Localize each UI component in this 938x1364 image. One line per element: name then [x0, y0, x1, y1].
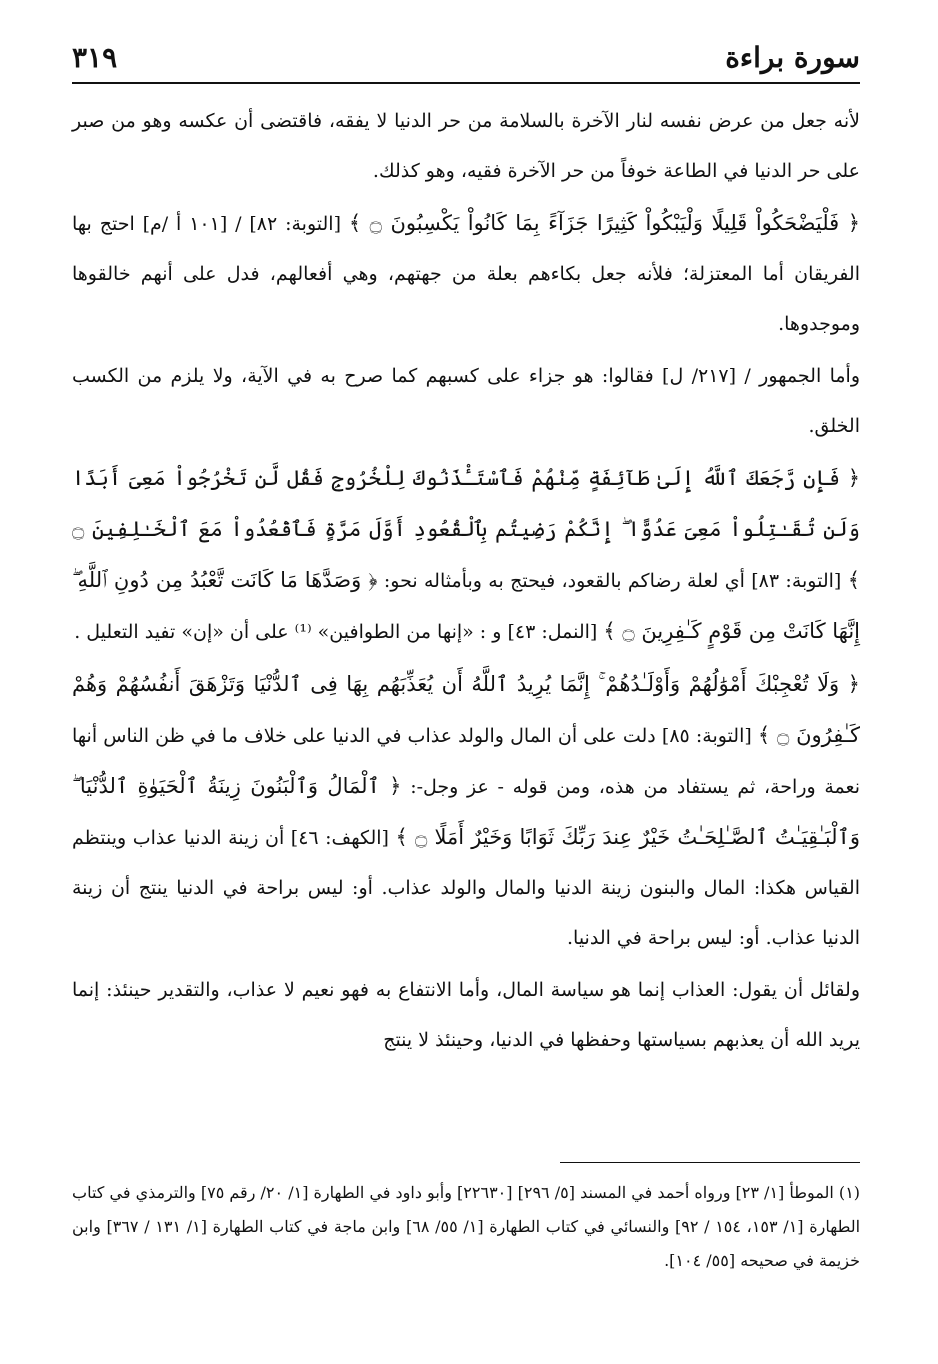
quran-verse: ﴿ فَلْيَضْحَكُواْ قَلِيلًا وَلْيَبْكُواْ كَثِيرًا جَزَآءً بِمَا كَانُواْ يَكْسِبُونَ ۝ ﴾	[348, 211, 860, 235]
footnotes	[72, 1176, 860, 1278]
quran-verse: ﴿ فَإِن رَّجَعَكَ ٱللَّهُ إِلَىٰ طَآئِفَةٍ مِّنْهُمْ فَٱسْتَـْٔذَنُوكَ لِلْخُرُوجِ فَقُل لَّن تَخْرُجُواْ مَعِىَ أَبَدًا وَلَن تُقَـٰتِلُواْ مَعِىَ عَدُوًّا ۖ إِنَّكُمْ رَضِيتُم بِٱلْقُعُودِ أَوَّلَ مَرَّةٍ فَٱقْعُدُواْ مَعَ ٱلْخَـٰلِفِينَ ۝ ﴾	[72, 466, 860, 592]
quran-verse: ﴿ ٱلْمَالُ وَٱلْبَنُونَ زِينَةُ ٱلْحَيَوٰةِ ٱلدُّنْيَا ۖ وَٱلْبَـٰقِيَـٰتُ ٱلصَّـٰلِحَـٰتُ خَيْرٌ عِندَ رَبِّكَ ثَوَابًا وَخَيْرٌ أَمَلًا ۝ ﴾	[72, 774, 861, 849]
book-page	[72, 0, 860, 1364]
footnote-divider	[560, 1162, 860, 1163]
footnote-1: (١) الموطأ [١/ ٢٣] ورواه أحمد في المسند [٥/ ٢٩٦] [٢٢٦٣٠] وأبو داود في الطهارة [١/ ٢٠/ رقم ٧٥] والترمذي في كتاب الطهارة [١/ ١٥٣، ١٥٤ / ٩٢] والنسائي في كتاب الطهارة [١/ ٥٥/ ٦٨] وابن ماجة في كتاب الطهارة [١/ ١٣١ / ٣٦٧] وابن خزيمة في صحيحه [٥٥/ ١٠٤].	[72, 1183, 861, 1270]
quran-verse: ﴿ وَصَدَّهَا مَا كَانَت تَّعْبُدُ مِن دُونِ ٱللَّهِ ۖ إِنَّهَا كَانَتْ مِن قَوْمٍ كَـٰفِرِينَ ۝ ﴾	[72, 568, 860, 643]
page-number: ٣١٩	[72, 41, 118, 74]
paragraph-5	[72, 659, 860, 963]
paragraph-5-text-2: [الكهف: ٤٦] أن زينة الدنيا عذاب وينتظم القياس هكذا: المال والبنون زينة الدنيا والمال والولد عذاب. أو: ليس براحة في الدنيا ينتج أن زينة الدنيا عذاب. أو: ليس براحة في الدنيا.	[72, 827, 860, 949]
page-body	[72, 96, 860, 1065]
paragraph-4-text-2: [النمل: ٤٣] و : «إنها من الطوافين» ⁽¹⁾ على أن «إن» تفيد التعليل .	[74, 621, 598, 643]
paragraph-5-text: [التوبة: ٨٥] دلت على أن المال والولد عذاب في الدنيا على خلاف ما في ظن الناس أنها نعمة وراحة، ثم يستفاد من هذه، ومن قوله - عز وجل-:	[72, 725, 860, 798]
paragraph-1: لأنه جعل من عرض نفسه لنار الآخرة بالسلامة من حر الدنيا لا يفقه، فاقتضى أن عكسه وهو من صبر على حر الدنيا في الطاعة خوفاً من حر الآخرة فقيه، وهو كذلك.	[72, 110, 860, 182]
quran-verse: ﴿ وَلَا تُعْجِبْكَ أَمْوَٰلُهُمْ وَأَوْلَـٰدُهُمْ ۚ إِنَّمَا يُرِيدُ ٱللَّهُ أَن يُعَذِّبَهُم بِهَا فِى ٱلدُّنْيَا وَتَزْهَقَ أَنفُسُهُمْ وَهُمْ كَـٰفِرُونَ ۝ ﴾	[72, 672, 861, 747]
paragraph-3: وأما الجمهور / [٢١٧/ ل] فقالوا: هو جزاء على كسبهم كما صرح به في الآية، ولا يلزم من الكسب الخلق.	[72, 365, 860, 437]
paragraph-4	[72, 453, 860, 657]
paragraph-4-text: [التوبة: ٨٣] أي لعلة رضاكم بالقعود، فيحتج به وبأمثاله نحو:	[383, 570, 842, 592]
page-header	[72, 34, 860, 78]
header-divider	[72, 82, 860, 84]
paragraph-6: ولقائل أن يقول: العذاب إنما هو سياسة المال، وأما الانتفاع به فهو نعيم لا عذاب، والتقدير حينئذ: إنما يريد الله أن يعذبهم بسياستها وحفظها في الدنيا، وحينئذ لا ينتج	[72, 979, 860, 1051]
paragraph-2-text: [التوبة: ٨٢] / [١٠١ أ /م] احتج بها الفريقان أما المعتزلة؛ فلأنه جعل بكاءهم بعلة من جهتهم، وهي أفعالهم، فدل على أنهم خالقوها وموجدوها.	[72, 213, 860, 335]
surah-title: سورة براءة	[725, 41, 860, 74]
paragraph-2	[72, 198, 860, 349]
